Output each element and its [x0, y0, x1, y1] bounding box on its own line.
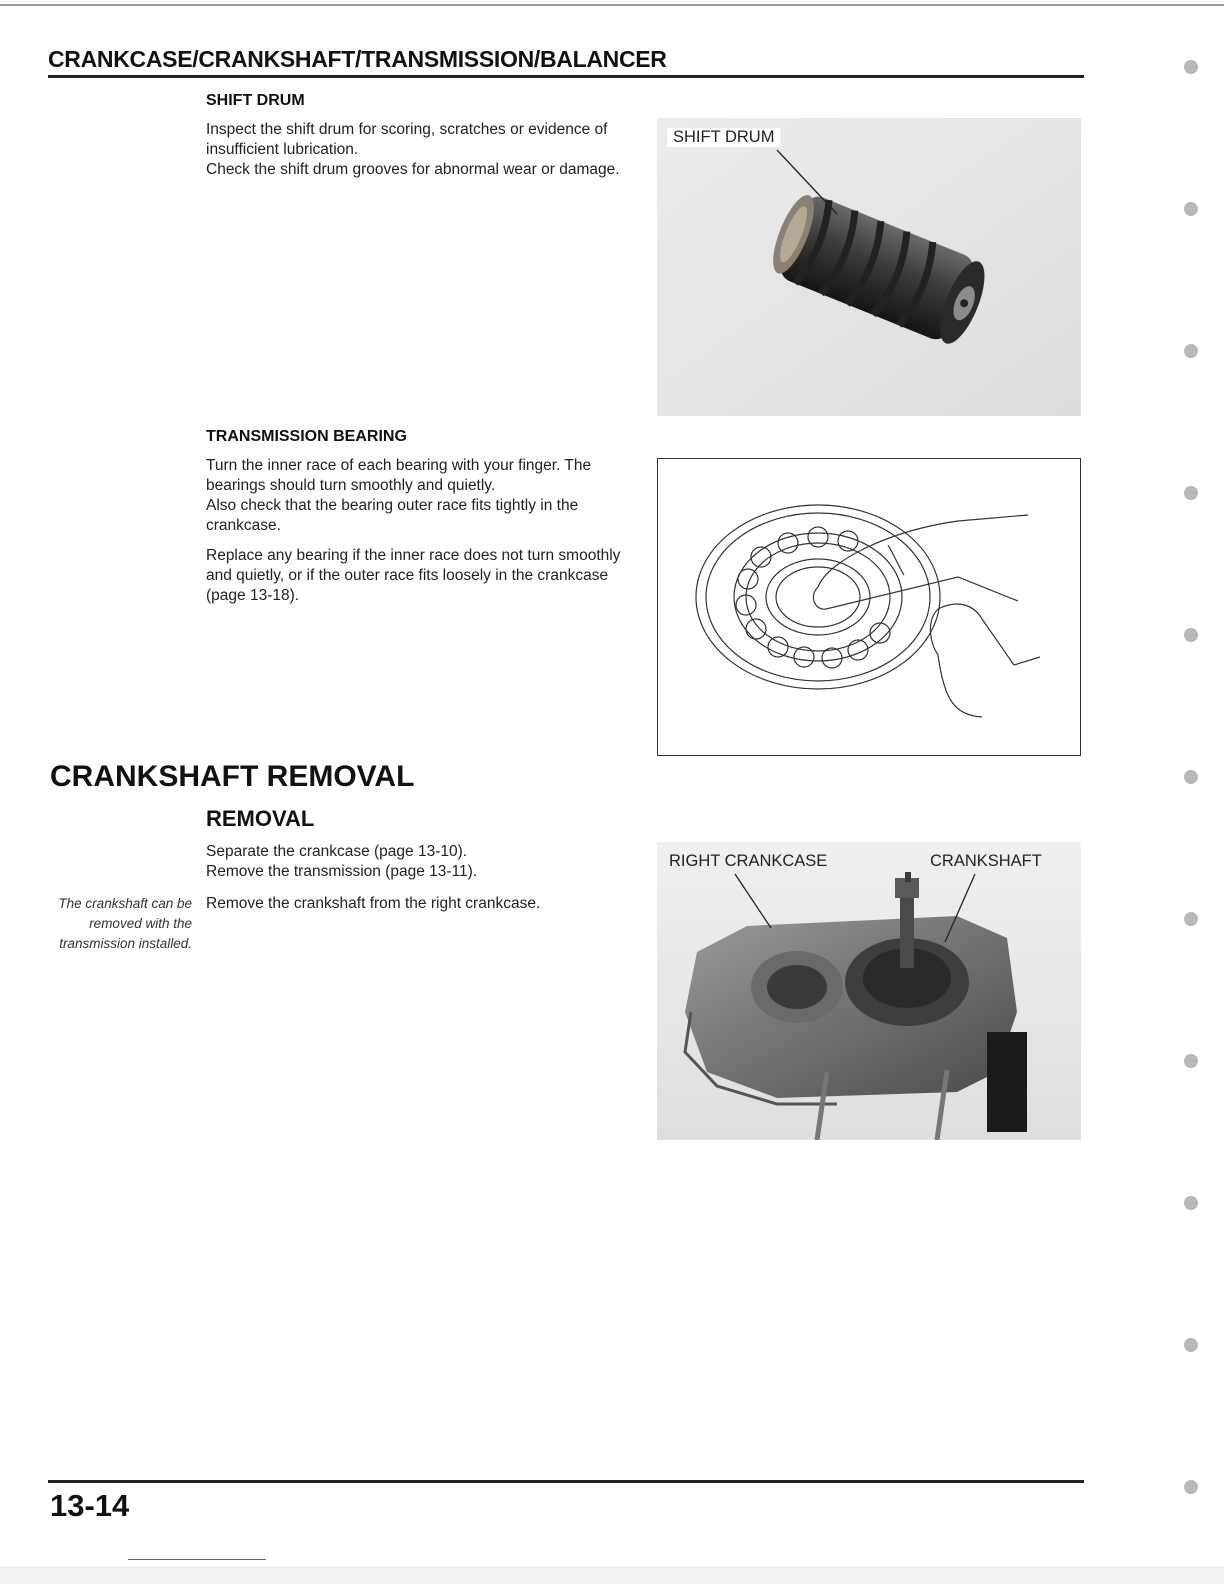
header-rule — [48, 75, 1084, 78]
binder-hole-marker — [1184, 1338, 1198, 1352]
transmission-bearing-text — [206, 456, 646, 606]
shift-drum-label: SHIFT DRUM — [667, 128, 780, 147]
bearing-paragraph-2: Also check that the bearing outer race fits tightly in the crankcase. — [206, 497, 579, 534]
binder-hole-marker — [1184, 770, 1198, 784]
transmission-bearing-heading: TRANSMISSION BEARING — [206, 428, 407, 445]
removal-step-2: Remove the transmission (page 13-11). — [206, 863, 478, 880]
crankshaft-label: CRANKSHAFT — [930, 852, 1042, 870]
binder-hole-marker — [1184, 1480, 1198, 1494]
binder-hole-marker — [1184, 1054, 1198, 1068]
binder-hole-marker — [1184, 202, 1198, 216]
footer-rule — [48, 1480, 1084, 1483]
side-note: The crankshaft can be removed with the transmission installed. — [58, 896, 192, 951]
shift-drum-text — [206, 120, 646, 180]
bearing-paragraph-1: Turn the inner race of each bearing with your finger. The bearings should turn smoothly and quietly. — [206, 457, 592, 494]
binder-hole-marker — [1184, 628, 1198, 642]
binder-hole-marker — [1184, 912, 1198, 926]
shift-drum-paragraph-1: Inspect the shift drum for scoring, scratches or evidence of insufficient lubrication. — [206, 121, 608, 158]
page-number: 13-14 — [50, 1488, 130, 1523]
removal-subheading: REMOVAL — [206, 806, 315, 831]
right-crankcase-label: RIGHT CRANKCASE — [669, 852, 828, 870]
removal-step-1: Separate the crankcase (page 13-10). — [206, 843, 468, 860]
bearing-paragraph-3: Replace any bearing if the inner race does not turn smoothly and quietly, or if the outer race fits loosely in the crankcase (page 13-18). — [206, 547, 621, 604]
section-title: CRANKCASE/CRANKSHAFT/TRANSMISSION/BALANCER — [48, 46, 667, 72]
bearing-illustration — [657, 458, 1081, 756]
binder-hole-marker — [1184, 60, 1198, 74]
crankcase-image — [657, 842, 1081, 1140]
shift-drum-photo — [657, 118, 1081, 416]
binder-hole-marker — [1184, 486, 1198, 500]
bearing-finger-drawing — [658, 459, 1079, 754]
removal-steps — [206, 842, 646, 914]
shift-drum-image — [657, 118, 1081, 416]
bottom-link-underline — [128, 1559, 266, 1560]
shift-drum-paragraph-2: Check the shift drum grooves for abnormal wear or damage. — [206, 161, 620, 178]
shift-drum-heading: SHIFT DRUM — [206, 92, 305, 109]
top-edge-rule — [0, 4, 1224, 6]
binder-hole-marker — [1184, 1196, 1198, 1210]
removal-step-3: Remove the crankshaft from the right crankcase. — [206, 895, 541, 912]
binder-hole-marker — [1184, 344, 1198, 358]
bottom-edge-strip — [0, 1566, 1224, 1584]
crankshaft-photo — [657, 842, 1081, 1140]
crankshaft-removal-heading: CRANKSHAFT REMOVAL — [50, 760, 415, 793]
